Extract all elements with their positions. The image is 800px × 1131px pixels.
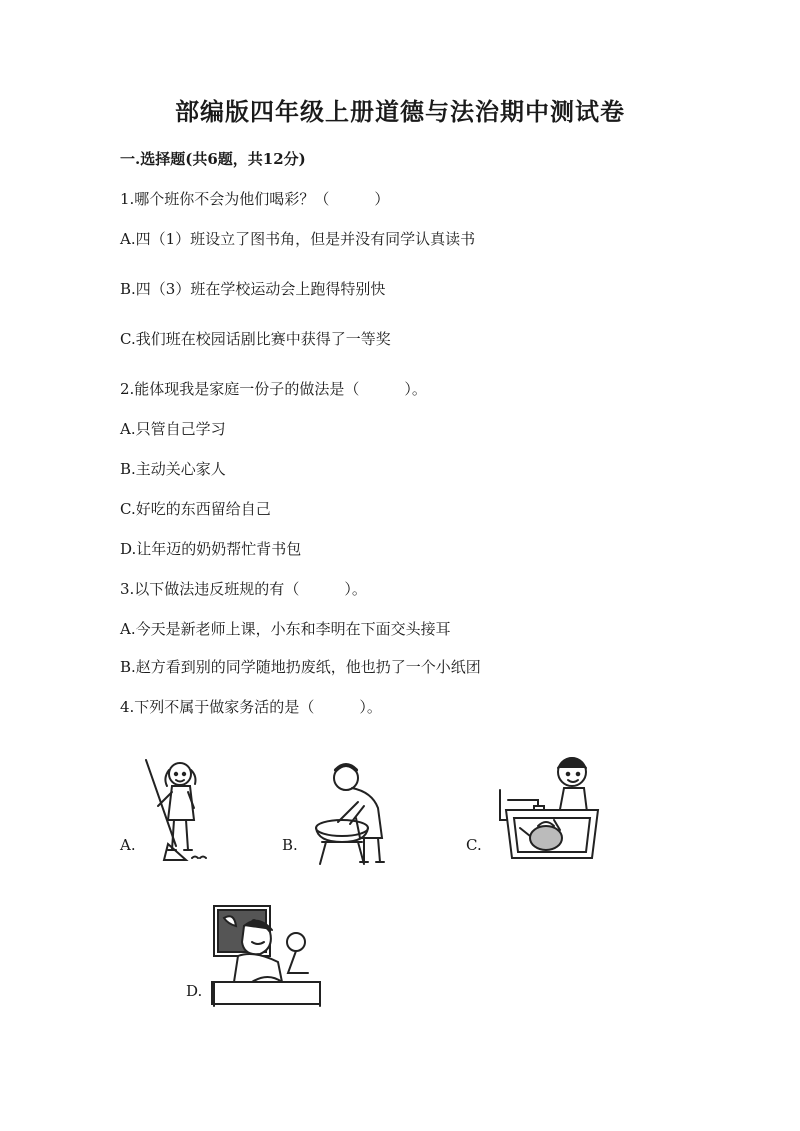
question-2-stem: 2.能体现我是家庭一份子的做法是（ ）。 [120,380,427,398]
question-4-option-a-label: A. [120,836,136,854]
question-1-option-c: C.我们班在校园话剧比赛中获得了一等奖 [120,330,391,348]
question-3-option-a: A.今天是新老师上课，小东和李明在下面交头接耳 [120,620,451,638]
page-title: 部编版四年级上册道德与法治期中测试卷 [175,97,625,126]
question-1-stem: 1.哪个班你不会为他们喝彩？（ ） [120,190,390,208]
question-2-option-a: A.只管自己学习 [120,420,226,438]
studying-child-illustration [208,902,322,1010]
question-1-option-a: A.四（1）班设立了图书角，但是并没有同学认真读书 [120,230,476,248]
question-3-stem: 3.以下做法违反班规的有（ ）。 [120,580,367,598]
question-4-option-d-label: D. [186,982,203,1000]
kettle-boy-illustration [488,750,610,866]
question-4-option-c-label: C. [466,836,482,854]
washing-boy-illustration [302,758,402,870]
question-4-option-b-label: B. [282,836,298,854]
question-3-option-b: B.赵方看到别的同学随地扔废纸，他也扔了一个小纸团 [120,658,481,676]
question-1-option-b: B.四（3）班在学校运动会上跑得特别快 [120,280,386,298]
sweeping-girl-illustration [138,752,216,868]
question-2-option-d: D.让年迈的奶奶帮忙背书包 [120,540,302,558]
question-2-option-b: B.主动关心家人 [120,460,226,478]
question-4-stem: 4.下列不属于做家务活的是（ ）。 [120,698,382,716]
section-header: 一.选择题(共6题，共12分) [120,150,306,168]
question-2-option-c: C.好吃的东西留给自己 [120,500,271,518]
